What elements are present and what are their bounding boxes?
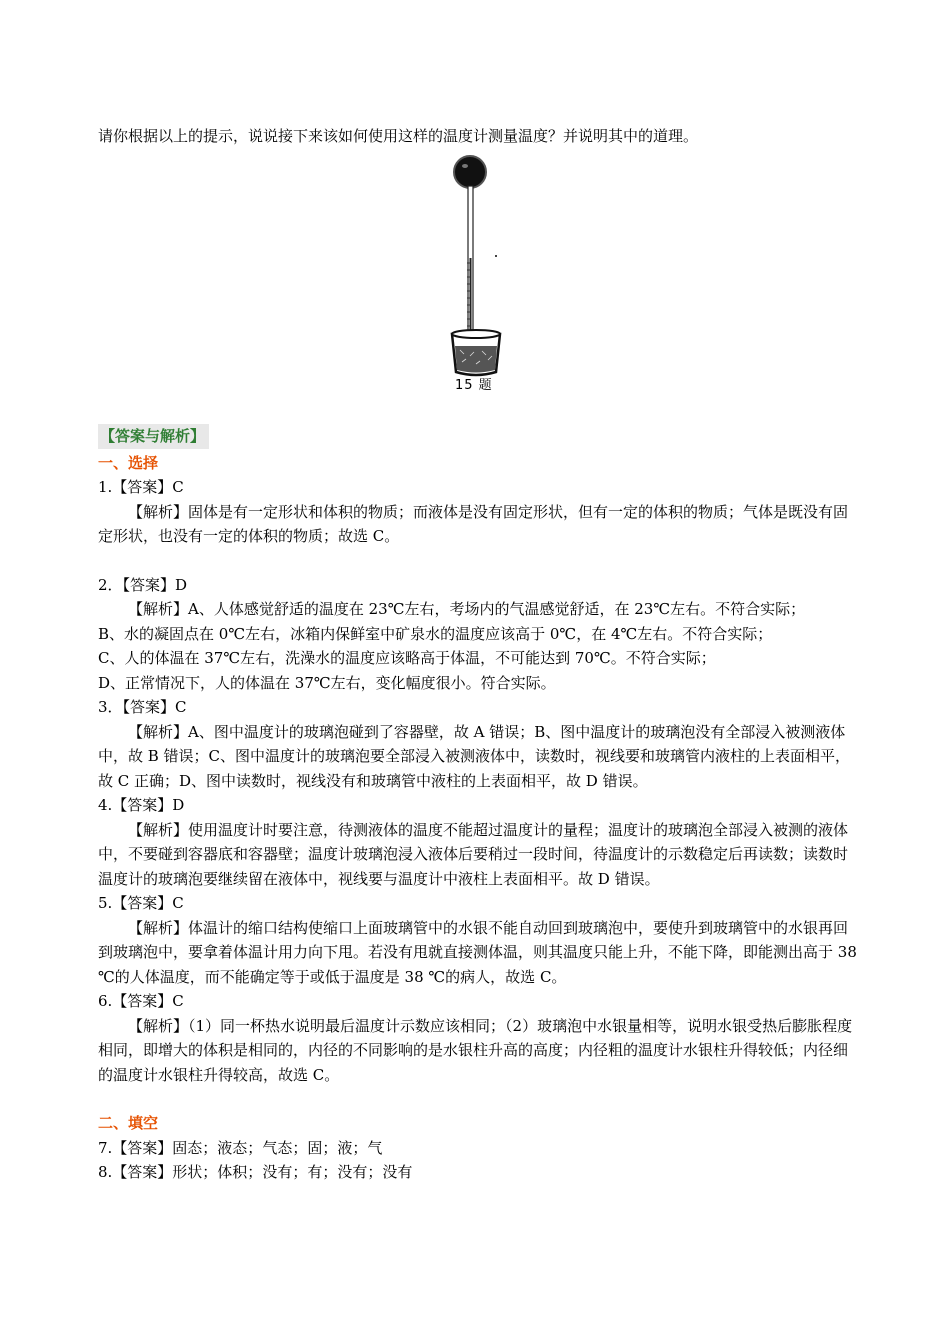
section-title-fill: 二、填空	[98, 1114, 159, 1132]
question-intro-text: 请你根据以上的提示，说说接下来该如何使用这样的温度计测量温度？并说明其中的道理。	[98, 127, 699, 145]
thermometer-figure	[440, 148, 520, 396]
q6-answer: 6.【答案】C	[98, 992, 184, 1010]
q1-answer: 1.【答案】C	[98, 478, 184, 496]
section-title-choice: 一、选择	[98, 453, 159, 472]
stray-dot	[495, 255, 497, 257]
q4-analysis: 【解析】使用温度计时要注意，待测液体的温度不能超过温度计的量程；温度计的玻璃泡全部浸入被测的液体中，不要碰到容器底和容器壁；温度计玻璃泡浸入液体后要稍过一段时间，待温度计的示数稳定后再读数；读数时温度计的玻璃泡要继续留在液体中，视线要与温度计中液柱上表面相平。故 D 错误。	[98, 820, 849, 888]
q2-analysis-c: C、人的体温在 37℃左右，洗澡水的温度应该略高于体温，不可能达到 70℃。不符合实际；	[98, 649, 716, 667]
q2-answer: 2．【答案】D	[98, 575, 188, 594]
q6-analysis: 【解析】（1）同一杯热水说明最后温度计示数应该相同；（2）玻璃泡中水银量相等，说明水银受热后膨胀程度相同，即增大的体积是相同的，内径的不同影响的是水银柱升高的高度；内径粗的温度计水银柱升得较低；内径细的温度计水银柱升得较高，故选 C。	[98, 1016, 853, 1084]
q2-analysis-d: D、正常情况下，人的体温在 37℃左右，变化幅度很小。符合实际。	[98, 673, 556, 692]
answers-section	[98, 424, 860, 1185]
thermometer-bulb	[454, 156, 486, 188]
q3-answer: 3．【答案】C	[98, 698, 187, 716]
q3-analysis: 【解析】A、图中温度计的玻璃泡碰到了容器壁，故 A 错误；B、图中温度计的玻璃泡没有全部浸入被测液体中，故 B 错误；C、图中温度计的玻璃泡要全部浸入被测液体中，读数时，视线要和玻璃管内液柱的上表面相平，故 C 正确；D、图中读数时，视线没有和玻璃管中液柱的上表面相平，故 D 错误。	[98, 722, 851, 790]
q8-answer: 8.【答案】形状；体积；没有；有；没有；没有	[98, 1163, 413, 1181]
q7-answer: 7.【答案】固态；液态；气态；固；液；气	[98, 1138, 383, 1157]
q2-analysis-a: 【解析】A、人体感觉舒适的温度在 23℃左右，考场内的气温感觉舒适，在 23℃左右。不符合实际；	[128, 600, 806, 618]
q5-analysis: 【解析】体温计的缩口结构使缩口上面玻璃管中的水银不能自动回到玻璃泡中，要使升到玻璃管中的水银再回到玻璃泡中，要拿着体温计用力向下甩。若没有甩就直接测体温，则其温度只能上升，不能下降，即能测出高于 38 ℃的人体温度，而不能确定等于或低于温度是 38 ℃的病人，故选 C。	[98, 918, 857, 986]
q2-analysis-b: B、水的凝固点在 0℃左右，冰箱内保鲜室中矿泉水的温度应该高于 0℃，在 4℃左右。不符合实际；	[98, 624, 773, 643]
figure-caption: 15 题	[455, 378, 493, 393]
q1-analysis: 【解析】固体是有一定形状和体积的物质；而液体是没有固定形状，但有一定的体积的物质；气体是既没有固定形状，也没有一定的体积的物质；故选 C。	[98, 502, 849, 545]
q5-answer: 5.【答案】C	[98, 894, 184, 912]
q4-answer: 4.【答案】D	[98, 796, 185, 814]
answers-title: 【答案与解析】	[98, 424, 209, 449]
